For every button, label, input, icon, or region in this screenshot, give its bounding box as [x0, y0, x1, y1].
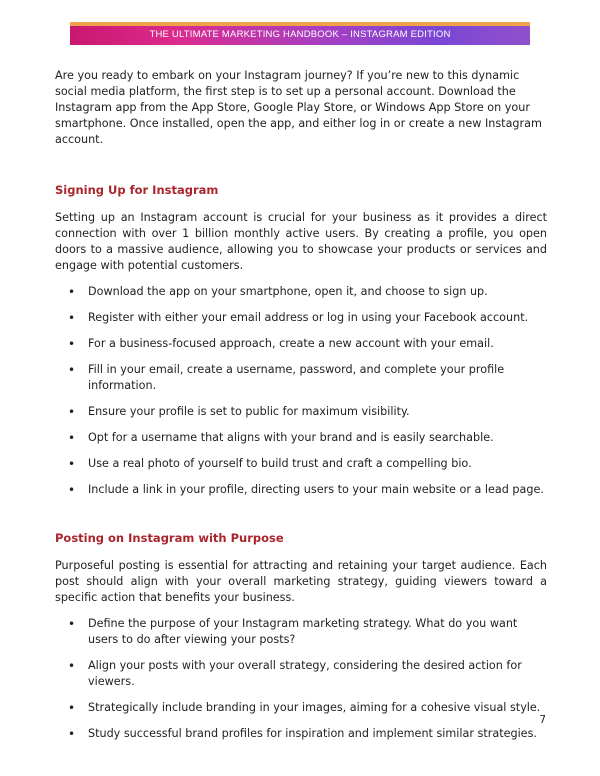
list-item: • Strategically include branding in your images, aiming for a cohesive visual style. — [55, 700, 547, 716]
bullet-list-signing-up — [55, 284, 547, 498]
list-item: • Ensure your profile is set to public for maximum visibility. — [55, 404, 547, 420]
section-paragraph-posting: Purposeful posting is essential for attracting and retaining your target audience. Each post should align with your overall marketing strategy, guiding viewers toward a specific action that benefits your business. — [55, 559, 547, 604]
bullet-list-posting — [55, 616, 547, 742]
list-item: • Register with either your email address or log in using your Facebook account. — [55, 310, 547, 326]
list-item: • Fill in your email, create a username, password, and complete your profile information. — [55, 362, 547, 394]
list-item: • Include a link in your profile, directing users to your main website or a lead page. — [55, 482, 547, 498]
list-item: • Download the app on your smartphone, open it, and choose to sign up. — [55, 284, 547, 300]
page-number: 7 — [539, 714, 546, 726]
list-item: • Use a real photo of yourself to build trust and craft a compelling bio. — [55, 456, 547, 472]
list-item: • For a business-focused approach, create a new account with your email. — [55, 336, 547, 352]
intro-paragraph: Are you ready to embark on your Instagram journey? If you’re new to this dynamic social media platform, the first step is to set up a personal account. Download the Instagram app from the App Store, Google Play Store, or Windows App Store on your smartphone. Once installed, open the app, and either log in or create a new Instagram account. — [55, 69, 542, 146]
section-heading-posting: Posting on Instagram with Purpose — [55, 531, 284, 545]
section-heading-signing-up: Signing Up for Instagram — [55, 183, 219, 197]
list-item: • Opt for a username that aligns with your brand and is easily searchable. — [55, 430, 547, 446]
header-title: THE ULTIMATE MARKETING HANDBOOK – INSTAGRAM EDITION — [149, 29, 451, 40]
list-item: • Study successful brand profiles for inspiration and implement similar strategies. — [55, 726, 547, 742]
header-banner — [70, 22, 530, 45]
page-content — [55, 68, 547, 742]
list-item: • Define the purpose of your Instagram marketing strategy. What do you want users to do after viewing your posts? — [55, 616, 547, 648]
list-item: • Align your posts with your overall strategy, considering the desired action for viewers. — [55, 658, 547, 690]
section-paragraph-signing-up: Setting up an Instagram account is crucial for your business as it provides a direct connection with over 1 billion monthly active users. By creating a profile, you open doors to a massive audience, allowing you to showcase your products or services and engage with potential customers. — [55, 211, 547, 272]
